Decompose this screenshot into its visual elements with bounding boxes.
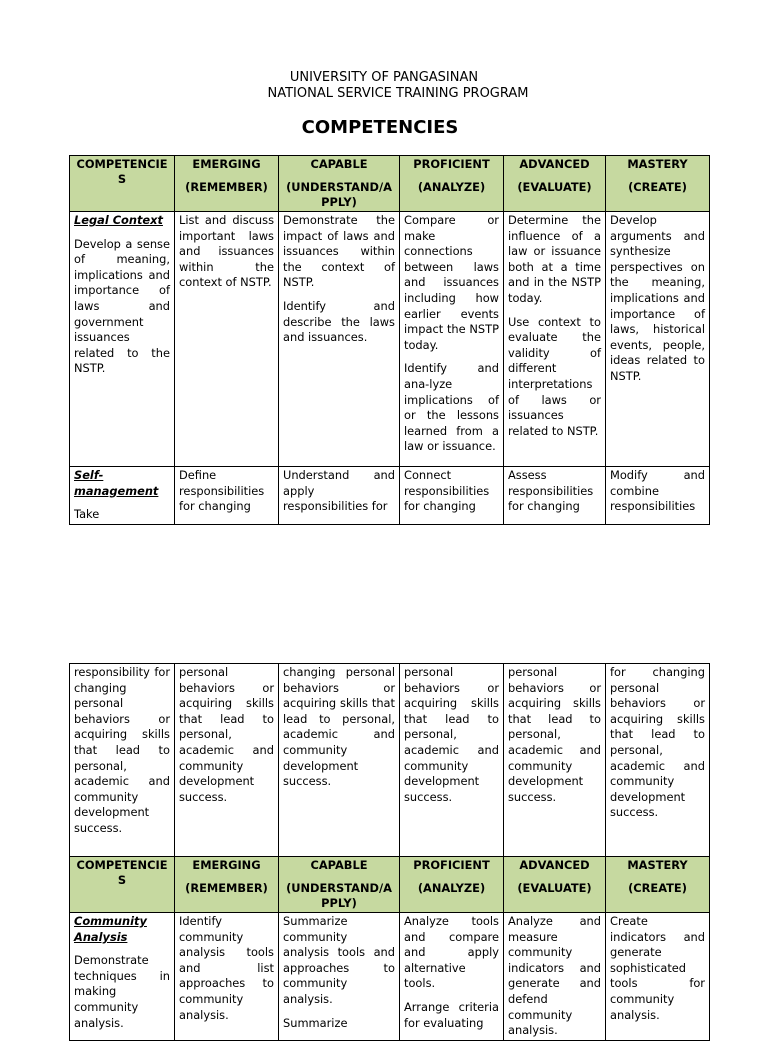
header-advanced: ADVANCED (EVALUATE)	[504, 156, 606, 212]
header-mastery: MASTERY (CREATE)	[606, 156, 710, 212]
competencies-table-2	[69, 663, 710, 1041]
header-emerging: EMERGING (REMEMBER)	[175, 857, 279, 913]
community-proficient-cell: Analyze tools and compare and apply alternative tools. Arrange criteria for evaluating	[400, 913, 504, 1041]
community-capable-cell: Summarize community analysis tools and approaches to community analysis. Summarize	[279, 913, 400, 1041]
header-competencies: COMPETENCIE S	[70, 156, 175, 212]
header-proficient: PROFICIENT (ANALYZE)	[400, 857, 504, 913]
header-competencies: COMPETENCIE S	[70, 857, 175, 913]
program-name: NATIONAL SERVICE TRAINING PROGRAM	[267, 86, 529, 101]
header-mastery: MASTERY (CREATE)	[606, 857, 710, 913]
table-row	[70, 913, 710, 1041]
self-advanced-cont-cell: personal behaviors or acquiring skills that lead to personal, academic and community development success.	[504, 664, 606, 857]
header-proficient: PROFICIENT (ANALYZE)	[400, 156, 504, 212]
header-capable: CAPABLE (UNDERSTAND/A PPLY)	[279, 857, 400, 913]
legal-capable-cell: Demonstrate the impact of laws and issuances within the context of NSTP. Identify and describe the laws and issuances.	[279, 212, 400, 467]
community-analysis-cell: Community Analysis Demonstrate techniques in making community analysis.	[70, 913, 175, 1041]
community-emerging-cell: Identify community analysis tools and list approaches to community analysis.	[175, 913, 279, 1041]
self-capable-cell: Understand and apply responsibilities for	[279, 467, 400, 525]
legal-mastery-cell: Develop arguments and synthesize perspectives on the meaning, implications and importance of laws, historical events, people, ideas related to NSTP.	[606, 212, 710, 467]
self-mastery-cont-cell: for changing personal behaviors or acquiring skills that lead to personal, academic and community development success.	[606, 664, 710, 857]
community-mastery-cell: Create indicators and generate sophisticated tools for community analysis.	[606, 913, 710, 1041]
self-capable-cont-cell: changing personal behaviors or acquiring skills that lead to personal, academic and community development success.	[279, 664, 400, 857]
table-row	[70, 664, 710, 857]
self-mastery-cell: Modify and combine responsibilities	[606, 467, 710, 525]
self-emerging-cont-cell: personal behaviors or acquiring skills that lead to personal, academic and community development success.	[175, 664, 279, 857]
legal-advanced-cell: Determine the influence of a law or issuance both at a time and in the NSTP today. Use context to evaluate the validity of different interpretations of laws or issuances related to NSTP.	[504, 212, 606, 467]
table-row	[70, 212, 710, 467]
legal-context-cell: Legal Context Develop a sense of meaning, implications and importance of laws and government issuances related to the NSTP.	[70, 212, 175, 467]
table-header-row	[70, 156, 710, 212]
self-proficient-cont-cell: personal behaviors or acquiring skills that lead to personal, academic and community development success.	[400, 664, 504, 857]
table-row	[70, 467, 710, 525]
community-advanced-cell: Analyze and measure community indicators and generate and defend community analysis.	[504, 913, 606, 1041]
university-name: UNIVERSITY OF PANGASINAN	[289, 70, 479, 85]
header-advanced: ADVANCED (EVALUATE)	[504, 857, 606, 913]
self-advanced-cell: Assess responsibilities for changing	[504, 467, 606, 525]
self-emerging-cell: Define responsibilities for changing	[175, 467, 279, 525]
self-management-cell: Self-management Take	[70, 467, 175, 525]
page-title: COMPETENCIES	[301, 117, 459, 138]
self-management-cont-cell: responsibility for changing personal behaviors or acquiring skills that lead to personal, academic and community development success.	[70, 664, 175, 857]
legal-proficient-cell: Compare or make connections between laws and issuances including how earlier events impact the NSTP today. Identify and ana-lyze implications of or the lessons learned from a law or issuance.	[400, 212, 504, 467]
self-proficient-cell: Connect responsibilities for changing	[400, 467, 504, 525]
table-header-row	[70, 857, 710, 913]
competencies-table-1	[69, 155, 710, 525]
header-capable: CAPABLE (UNDERSTAND/A PPLY)	[279, 156, 400, 212]
header-emerging: EMERGING (REMEMBER)	[175, 156, 279, 212]
legal-emerging-cell: List and discuss important laws and issuances within the context of NSTP.	[175, 212, 279, 467]
